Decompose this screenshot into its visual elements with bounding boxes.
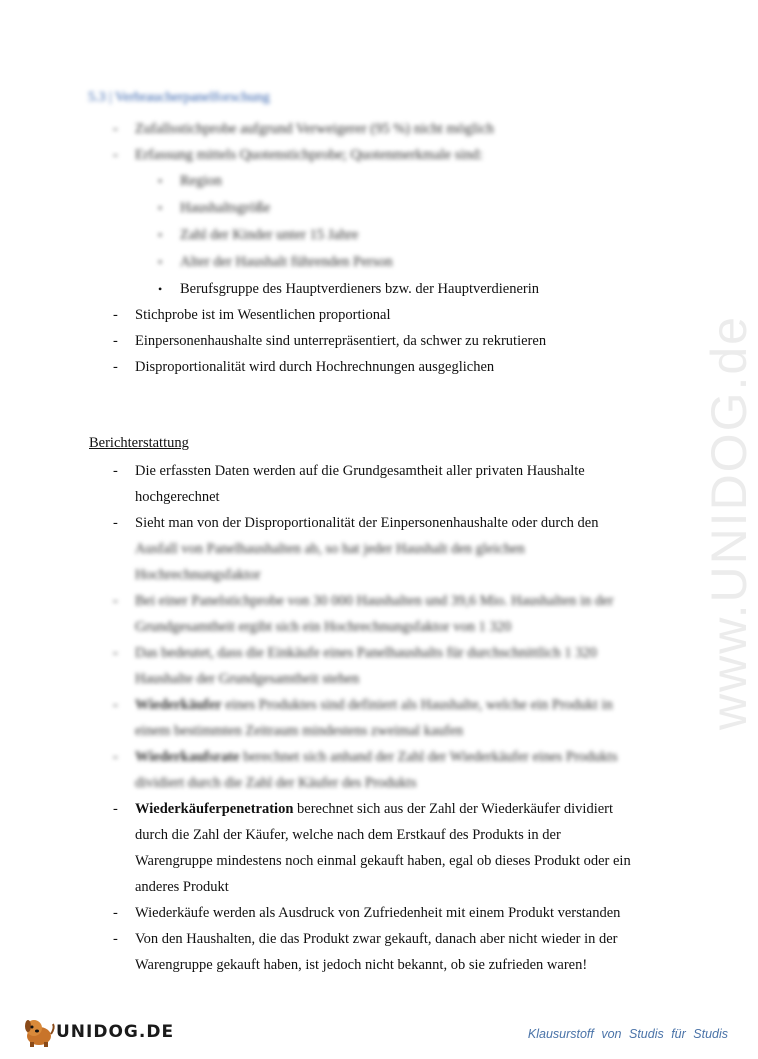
footer-logo[interactable] [22, 1016, 175, 1052]
logo-text: UNIDOG.DE [56, 1022, 175, 1042]
document-page: 5.3 | Verbraucherpanelforschung - Zufallsstichprobe aufgrund Verweigerer (95 %) nicht möglich - Erfassung mittels Quotenstichprobe; Quotenmerkmale sind: • Region • Haushaltsgröße • Zahl der Kinder unter 15 Jahre • Alter der Haushalt führenden Person • Berufsgruppe des Hauptverdieners bzw. der Hauptverdienerin - Stichprobe ist im Wesentlichen proportional - Einpersonenhaushalte sind unterrepräsentiert, da schwer zu rekrutieren - Disproportionalität wird durch Hochrechnungen ausgeglichen Berichterstattung - Die erfassten Daten werden auf die Grundgesamtheit aller privaten Haushalte hochgerechnet - Sieht man von der Disproportionalität der Einpersonenhaushalte oder durch den Ausfall von Panelhaushalten ab, so hat jeder Haushalt den gleichen Hochrechnungsfaktor - Bei einer Panelstichprobe von 30 000 Haushalten und 39,6 Mio. Haushalten in der Grundgesamtheit ergibt sich ein Hochrechnungsfaktor von 1 320 - Das bedeutet, dass die Einkäufe eines Panelhaushalts für durchschnittlich 1 320 Haushalte der Grundgesamtheit stehen - Wiederkäufer eines Produktes sind definiert als Haushalte, welche ein Produkt in einem bestimmten Zeitraum mindestens zweimal kaufen - Wiederkaufsrate berechnet sich anhand der Zahl der Wiederkäufer eines Produkts dividiert durch die Zahl der Käufer des Produkts - Wiederkäuferpenetration berechnet sich aus der Zahl der Wiederkäufer dividiert durch die Zahl der Käufer, welche nach dem Erstkauf des Produkts in der Warengruppe mindestens noch einmal gekauft haben, egal ob dieses Produkt oder ein anderes Produkt - Wiederkäufe werden als Ausdruck von Zufriedenheit mit einem Produkt verstanden - Von den Haushalten, die das Produkt zwar gekauft, danach aber nicht wieder in der Warengruppe gekauft haben, ist jedoch nicht bekannt, ob sie zufrieden waren! www.UNIDOG.de UNIDOG.DE Klausurstoff von Studis für Studis [0, 0, 750, 1059]
footer-tagline: Klausurstoff von Studis für Studis [527, 1027, 728, 1041]
section-heading: 5.3 | Verbraucherpanelforschung [88, 90, 270, 105]
dog-mascot-icon [22, 1016, 56, 1048]
section-title-berichterstattung: Berichterstattung [89, 435, 189, 451]
watermark: www.UNIDOG.de [701, 315, 757, 730]
